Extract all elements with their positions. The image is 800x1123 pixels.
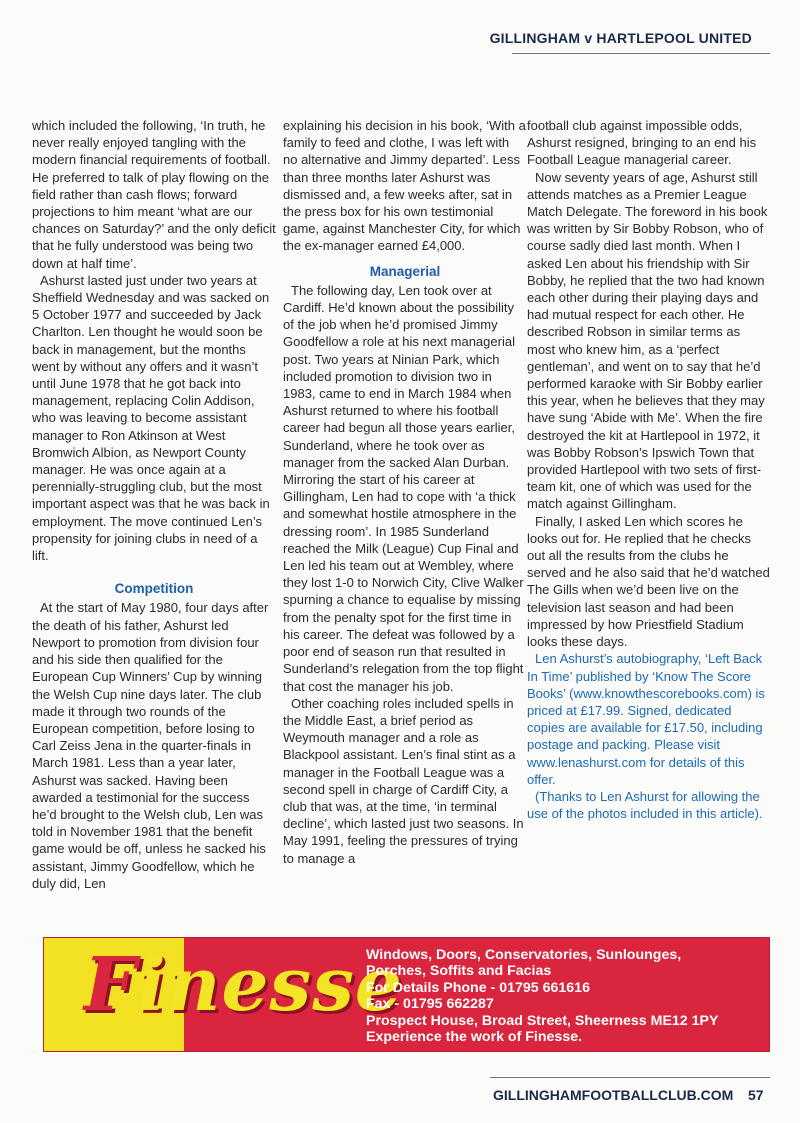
ad-line-address: Prospect House, Broad Street, Sheerness ME12 1PY (366, 1012, 719, 1029)
header-rule (512, 53, 770, 54)
paragraph: which included the following, ‘In truth, he never really enjoyed tangling with the modern financial requirements of football. He preferred to talk of play flowing on the field rather than cash flows; forward projections to him meant ‘what are our chances on Saturday?’ and the only deficit that he fully understood was being two down at half time’. (32, 118, 276, 271)
logo-initial: F (84, 942, 138, 1028)
subheading-managerial: Managerial (369, 263, 441, 279)
paragraph: Now seventy years of age, Ashurst still attends matches as a Premier League Match Delegate. The foreword in his book was written by Sir Bobby Robson, who of course sadly died last month. When I asked Len about his friendship with Sir Bobby, he replied that the two had known each other during their playing days and had mutual respect for each other. He described Robson in similar terms as most who knew him, as a ‘perfect gentleman’, and went on to say that he’d performed karaoke with Sir Bobby earlier this year, when he believes that they may have sung ‘Abide with Me’. When the fire destroyed the kit at Hartlepool in 1972, it was Bobby Robson’s Ipswich Town that provided Hartlepool with two sets of first-team kit, one of which was used for the match against Gillingham. (527, 169, 768, 512)
paragraph: Other coaching roles included spells in the Middle East, a brief period as Weymouth manager and a role as Blackpool assistant. Len’s final stint as a manager in the Football League was a second spell in charge of Cardiff City, a club that was, at the time, ‘in terminal decline’, which lasted just two seasons. In May 1991, feeling the pressures of trying to manage a (283, 695, 524, 866)
finesse-logo (84, 942, 403, 1028)
paragraph: football club against impossible odds, Ashurst resigned, bringing to an end his Football League managerial career. (527, 118, 757, 168)
paragraph: At the start of May 1980, four days after the death of his father, Ashurst led Newport to promotion from division four and his side then qualified for the European Cup Winners’ Cup by winning the Welsh Cup nine days later. The club made it through two rounds of the European competition, before losing to Carl Zeiss Jena in the quarter-finals in March 1981. Less than a year later, Ashurst was sacked. Having been awarded a testimonial for the success he’d brought to the Welsh club, Len was told in November 1981 that the benefit game would be off, unless he sacked his assistant, Jimmy Goodfellow, which he duly did, Len (32, 600, 269, 891)
page-number: 57 (748, 1087, 764, 1103)
header-title: GILLINGHAM v HARTLEPOOL UNITED (489, 30, 752, 46)
book-promo: Len Ashurst’s autobiography, ‘Left Back In Time’ published by ‘Know The Score Books’ (www.knowthescorebooks.com) is priced at £17.99. Signed, dedicated copies are available for £17.50, including postage and packing. Please visit www.lenashurst.com for details of this offer. (527, 651, 765, 787)
page-header (0, 0, 800, 70)
ad-line-fax: Fax - 01795 662287 (366, 996, 494, 1013)
article-column-3 (527, 117, 771, 822)
footer-rule (490, 1077, 770, 1078)
paragraph: Ashurst lasted just under two years at Sheffield Wednesday and was sacked on 5 October 1977 and succeeded by Jack Charlton. Len thought he would soon be back in management, but the months went by without any offers and it wasn’t until June 1978 that he got back into management, replacing Colin Addison, who was leaving to become assistant manager to Ron Atkinson at West Bromwich Albion, as Newport County manager. He was once again at a perennially-struggling club, but the most important aspect was that he was back in employment. The move continued Len’s propensity for joining clubs in need of a lift. (32, 272, 270, 564)
paragraph: explaining his decision in his book, ‘With a family to feed and clothe, I was left with no alternative and Jimmy departed’. Less than three months later Ashurst was dismissed and, a few weeks after, sat in the press box for his own testimonial game, against Manchester City, for which the ex-manager earned £4,000. (283, 118, 526, 254)
ad-line-products: Windows, Doors, Conservatories, Sunlounges, (366, 947, 682, 963)
footer-website: GILLINGHAMFOOTBALLCLUB.COM (493, 1087, 734, 1103)
article-column-1 (32, 117, 276, 892)
subheading-competition: Competition (114, 581, 194, 597)
ad-line-phone: For Details Phone - 01795 661616 (366, 979, 590, 996)
paragraph: Finally, I asked Len which scores he looks out for. He replied that he checks out all the results from the clubs he served and he also said that he’d watched The Gills when we’d been live on the television last season and had been impressed by how Priestfield Stadium looks these days. (527, 513, 770, 650)
ad-line-slogan: Experience the work of Finesse. (366, 1029, 583, 1046)
logo-rest: inesse (137, 942, 403, 1028)
paragraph: The following day, Len took over at Cardiff. He’d known about the possibility of the job when he’d promised Jimmy Goodfellow a role at his next managerial post. Two years at Ninian Park, which included promotion to division two in 1983, came to end in March 1984 when Ashurst returned to where his football career had begun all those years earlier, Sunderland, where he took over as manager from the sacked Alan Durban. Mirroring the start of his career at Gillingham, Len had to cope with ‘a thick and somewhat hostile atmosphere in the dressing room’. In 1985 Sunderland reached the Milk (League) Cup Final and Len led his team out at Wembley, where they lost 1-0 to Norwich City, Clive Walker spurning a chance to equalise by missing from the penalty spot for the first time in his career. The defeat was followed by a poor end of season run that resulted in Sunderland’s relegation from the top flight that cost the manager his job. (283, 282, 524, 694)
ad-text (366, 947, 761, 1045)
article-column-2 (283, 117, 527, 867)
ad-line-products-2: Porches, Soffits and Facias (366, 963, 552, 980)
finesse-advertisement (43, 937, 770, 1052)
photo-credit: (Thanks to Len Ashurst for allowing the use of the photos included in this article). (527, 788, 763, 822)
